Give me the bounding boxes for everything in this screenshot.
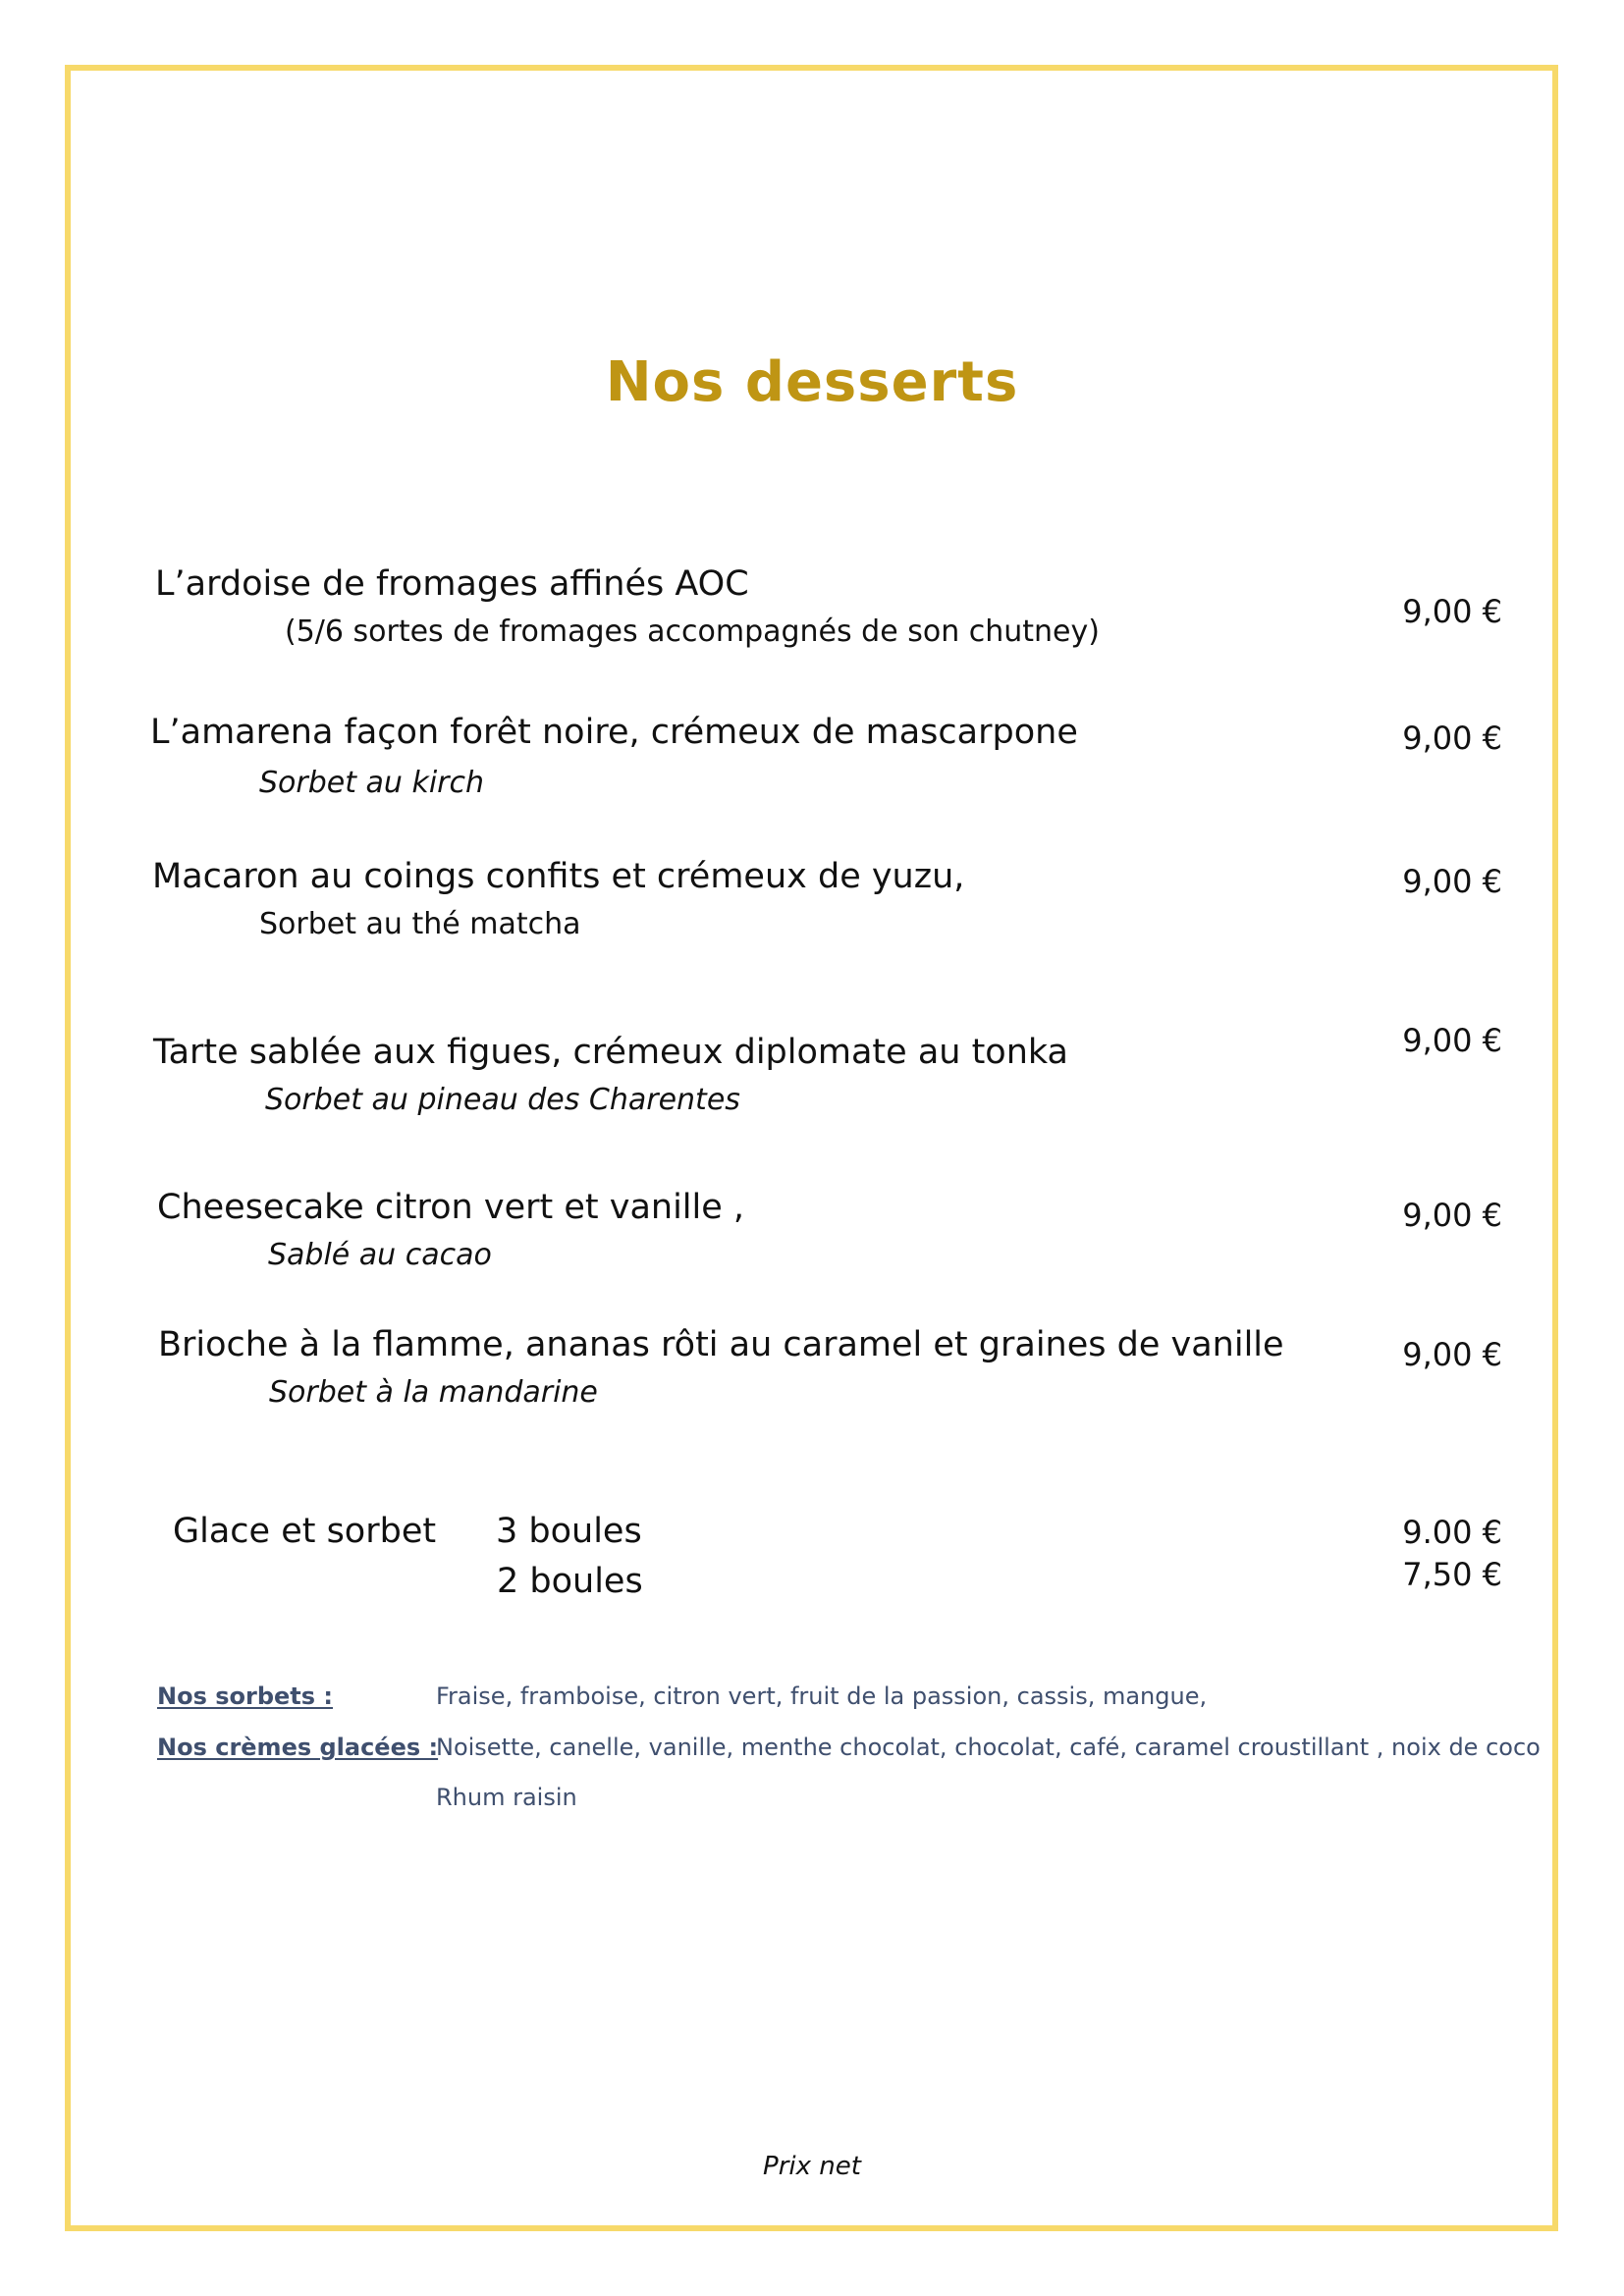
ice-option-label: 2 boules <box>497 1562 643 1601</box>
footer-note: Prix net <box>763 2152 861 2181</box>
dish-price: 9,00 € <box>1402 1022 1502 1059</box>
sorbets-label: Nos sorbets : <box>157 1682 333 1710</box>
ice-option-price: 7,50 € <box>1402 1556 1502 1593</box>
page-title: Nos desserts <box>605 350 1019 414</box>
dish-detail: (5/6 sortes de fromages accompagnés de son chutney) <box>285 614 1100 649</box>
dish-name: Tarte sablée aux figues, crémeux diplomate au tonka <box>153 1033 1068 1072</box>
dish-detail: Sorbet au thé matcha <box>259 907 581 941</box>
ice-option-price: 9.00 € <box>1402 1514 1502 1551</box>
ice-cream-name: Glace et sorbet <box>173 1512 437 1551</box>
cremes-list-extra: Rhum raisin <box>436 1784 577 1811</box>
cremes-label: Nos crèmes glacées : <box>157 1734 439 1761</box>
cremes-list: Noisette, canelle, vanille, menthe chocolat, chocolat, café, caramel croustillant , noix de coco <box>436 1734 1541 1761</box>
dish-price: 9,00 € <box>1402 1336 1502 1373</box>
dish-detail: Sorbet au pineau des Charentes <box>265 1083 740 1117</box>
sorbets-list: Fraise, framboise, citron vert, fruit de la passion, cassis, mangue, <box>436 1682 1208 1710</box>
dish-name: Macaron au coings confits et crémeux de yuzu, <box>152 857 965 896</box>
dish-detail: Sorbet au kirch <box>259 766 485 800</box>
dish-price: 9,00 € <box>1402 593 1502 630</box>
dish-detail: Sablé au cacao <box>268 1238 492 1272</box>
dish-name: Brioche à la flamme, ananas rôti au caramel et graines de vanille <box>158 1325 1284 1364</box>
dish-detail: Sorbet à la mandarine <box>269 1375 598 1410</box>
dish-price: 9,00 € <box>1402 1197 1502 1234</box>
dish-price: 9,00 € <box>1402 863 1502 900</box>
dish-price: 9,00 € <box>1402 720 1502 757</box>
dish-name: L’ardoise de fromages affinés AOC <box>155 564 749 604</box>
ice-option-label: 3 boules <box>496 1512 642 1551</box>
dish-name: Cheesecake citron vert et vanille , <box>157 1188 745 1227</box>
dish-name: L’amarena façon forêt noire, crémeux de mascarpone <box>150 713 1078 752</box>
